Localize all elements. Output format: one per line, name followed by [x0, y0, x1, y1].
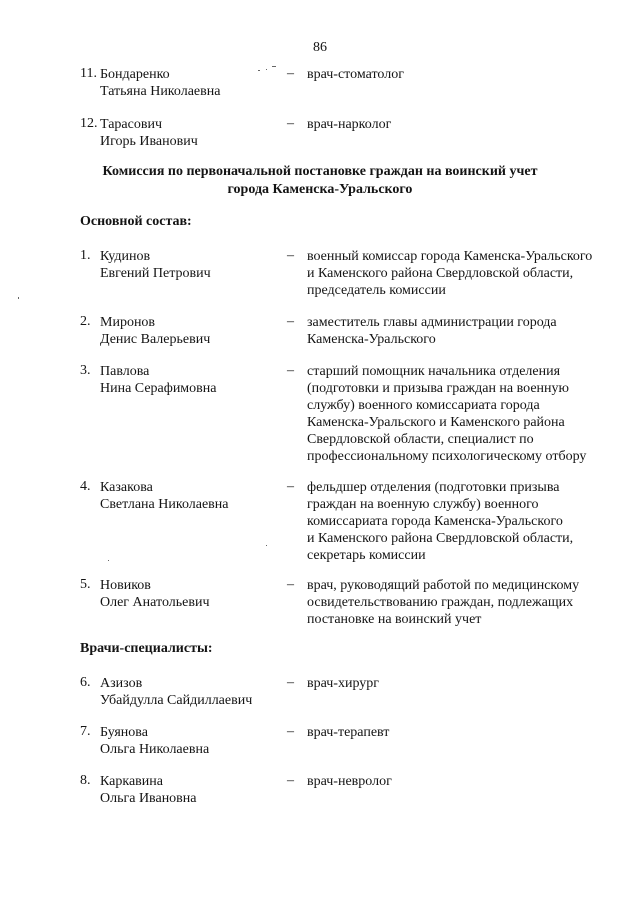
- dash: –: [287, 314, 294, 329]
- position: [307, 66, 627, 83]
- person-name: [100, 66, 285, 100]
- item-number: 6.: [80, 675, 91, 690]
- surname: Казакова: [100, 480, 153, 495]
- position-line: врач-невролог: [307, 774, 392, 789]
- surname: Павлова: [100, 364, 150, 379]
- position: [307, 116, 627, 133]
- given-names: Денис Валерьевич: [100, 332, 211, 347]
- position-line: (подготовки и призыва граждан на военную: [307, 381, 569, 396]
- given-names: Евгений Петрович: [100, 266, 211, 281]
- position-line: и Каменского района Свердловской области,: [307, 266, 574, 281]
- position-line: заместитель главы администрации города: [307, 315, 557, 330]
- position-line: военный комиссар города Каменска-Уральского: [307, 249, 593, 264]
- position-line: службу) военного комиссариата города: [307, 398, 540, 413]
- dash: –: [287, 773, 294, 788]
- surname: Каркавина: [100, 774, 163, 789]
- given-names: Олег Анатольевич: [100, 595, 210, 610]
- position-line: врач-хирург: [307, 676, 380, 691]
- position-line: постановке на воинский учет: [307, 612, 482, 627]
- scan-speck: [18, 297, 19, 299]
- position-line: граждан на военную службу) военного: [307, 497, 539, 512]
- given-names: Ольга Николаевна: [100, 742, 210, 757]
- doctors-section-title: Врачи-специалисты:: [80, 641, 213, 656]
- scan-speck: [266, 545, 267, 546]
- item-number: 11.: [80, 66, 97, 81]
- given-names: Игорь Иванович: [100, 134, 198, 149]
- position-line: и Каменского района Свердловской области,: [307, 531, 574, 546]
- item-number: 8.: [80, 773, 91, 788]
- position: [307, 577, 627, 628]
- dash: –: [287, 675, 294, 690]
- position-line: Каменска-Уральского: [307, 332, 436, 347]
- position: [307, 773, 627, 790]
- dash: –: [287, 248, 294, 263]
- dash: –: [287, 116, 294, 131]
- commission-title-line: Комиссия по первоначальной постановке граждан на воинский учет: [102, 164, 538, 179]
- position-line: Свердловской области, специалист по: [307, 432, 534, 447]
- dash: –: [287, 479, 294, 494]
- position-line: председатель комиссии: [307, 283, 446, 298]
- given-names: Ольга Ивановна: [100, 791, 197, 806]
- position-line: Каменска-Уральского и Каменского района: [307, 415, 565, 430]
- position: [307, 248, 627, 299]
- surname: Буянова: [100, 725, 148, 740]
- item-number: 2.: [80, 314, 91, 329]
- position: [307, 724, 627, 741]
- person-name: [100, 363, 285, 397]
- surname: Новиков: [100, 578, 151, 593]
- position-line: профессиональному психологическому отбору: [307, 449, 587, 464]
- position-line: комиссариата города Каменска-Уральского: [307, 514, 563, 529]
- commission-title-line: города Каменска-Уральского: [227, 182, 413, 197]
- surname: Бондаренко: [100, 67, 170, 82]
- position-line: врач-нарколог: [307, 117, 392, 132]
- scan-speck: [272, 66, 276, 67]
- position-line: секретарь комиссии: [307, 548, 426, 563]
- surname: Тарасович: [100, 117, 162, 132]
- item-number: 4.: [80, 479, 91, 494]
- item-number: 1.: [80, 248, 91, 263]
- given-names: Нина Серафимовна: [100, 381, 217, 396]
- position: [307, 479, 627, 564]
- position-line: старший помощник начальника отделения: [307, 364, 561, 379]
- person-name: [100, 577, 285, 611]
- person-name: [100, 248, 285, 282]
- position-line: врач, руководящий работой по медицинскому: [307, 578, 580, 593]
- given-names: Убайдулла Сайдиллаевич: [100, 693, 253, 708]
- position-line: освидетельствованию граждан, подлежащих: [307, 595, 574, 610]
- surname: Азизов: [100, 676, 143, 691]
- item-number: 5.: [80, 577, 91, 592]
- item-number: 7.: [80, 724, 91, 739]
- item-number: 12.: [80, 116, 98, 131]
- page-number: 86: [313, 40, 327, 55]
- scan-speck: [266, 69, 267, 70]
- dash: –: [287, 724, 294, 739]
- person-name: [100, 724, 285, 758]
- given-names: Светлана Николаевна: [100, 497, 229, 512]
- person-name: [100, 314, 285, 348]
- dash: –: [287, 66, 294, 81]
- item-number: 3.: [80, 363, 91, 378]
- position: [307, 363, 627, 465]
- dash: –: [287, 577, 294, 592]
- dash: –: [287, 363, 294, 378]
- scan-speck: [108, 560, 109, 561]
- surname: Кудинов: [100, 249, 151, 264]
- position-line: врач-терапевт: [307, 725, 390, 740]
- given-names: Татьяна Николаевна: [100, 84, 221, 99]
- person-name: [100, 116, 285, 150]
- person-name: [100, 479, 285, 513]
- person-name: [100, 773, 285, 807]
- position-line: фельдшер отделения (подготовки призыва: [307, 480, 560, 495]
- main-section-title: Основной состав:: [80, 214, 192, 229]
- position: [307, 675, 627, 692]
- position-line: врач-стоматолог: [307, 67, 404, 82]
- person-name: [100, 675, 285, 709]
- surname: Миронов: [100, 315, 156, 330]
- commission-title: [0, 163, 640, 199]
- scan-speck: [258, 70, 260, 71]
- position: [307, 314, 627, 348]
